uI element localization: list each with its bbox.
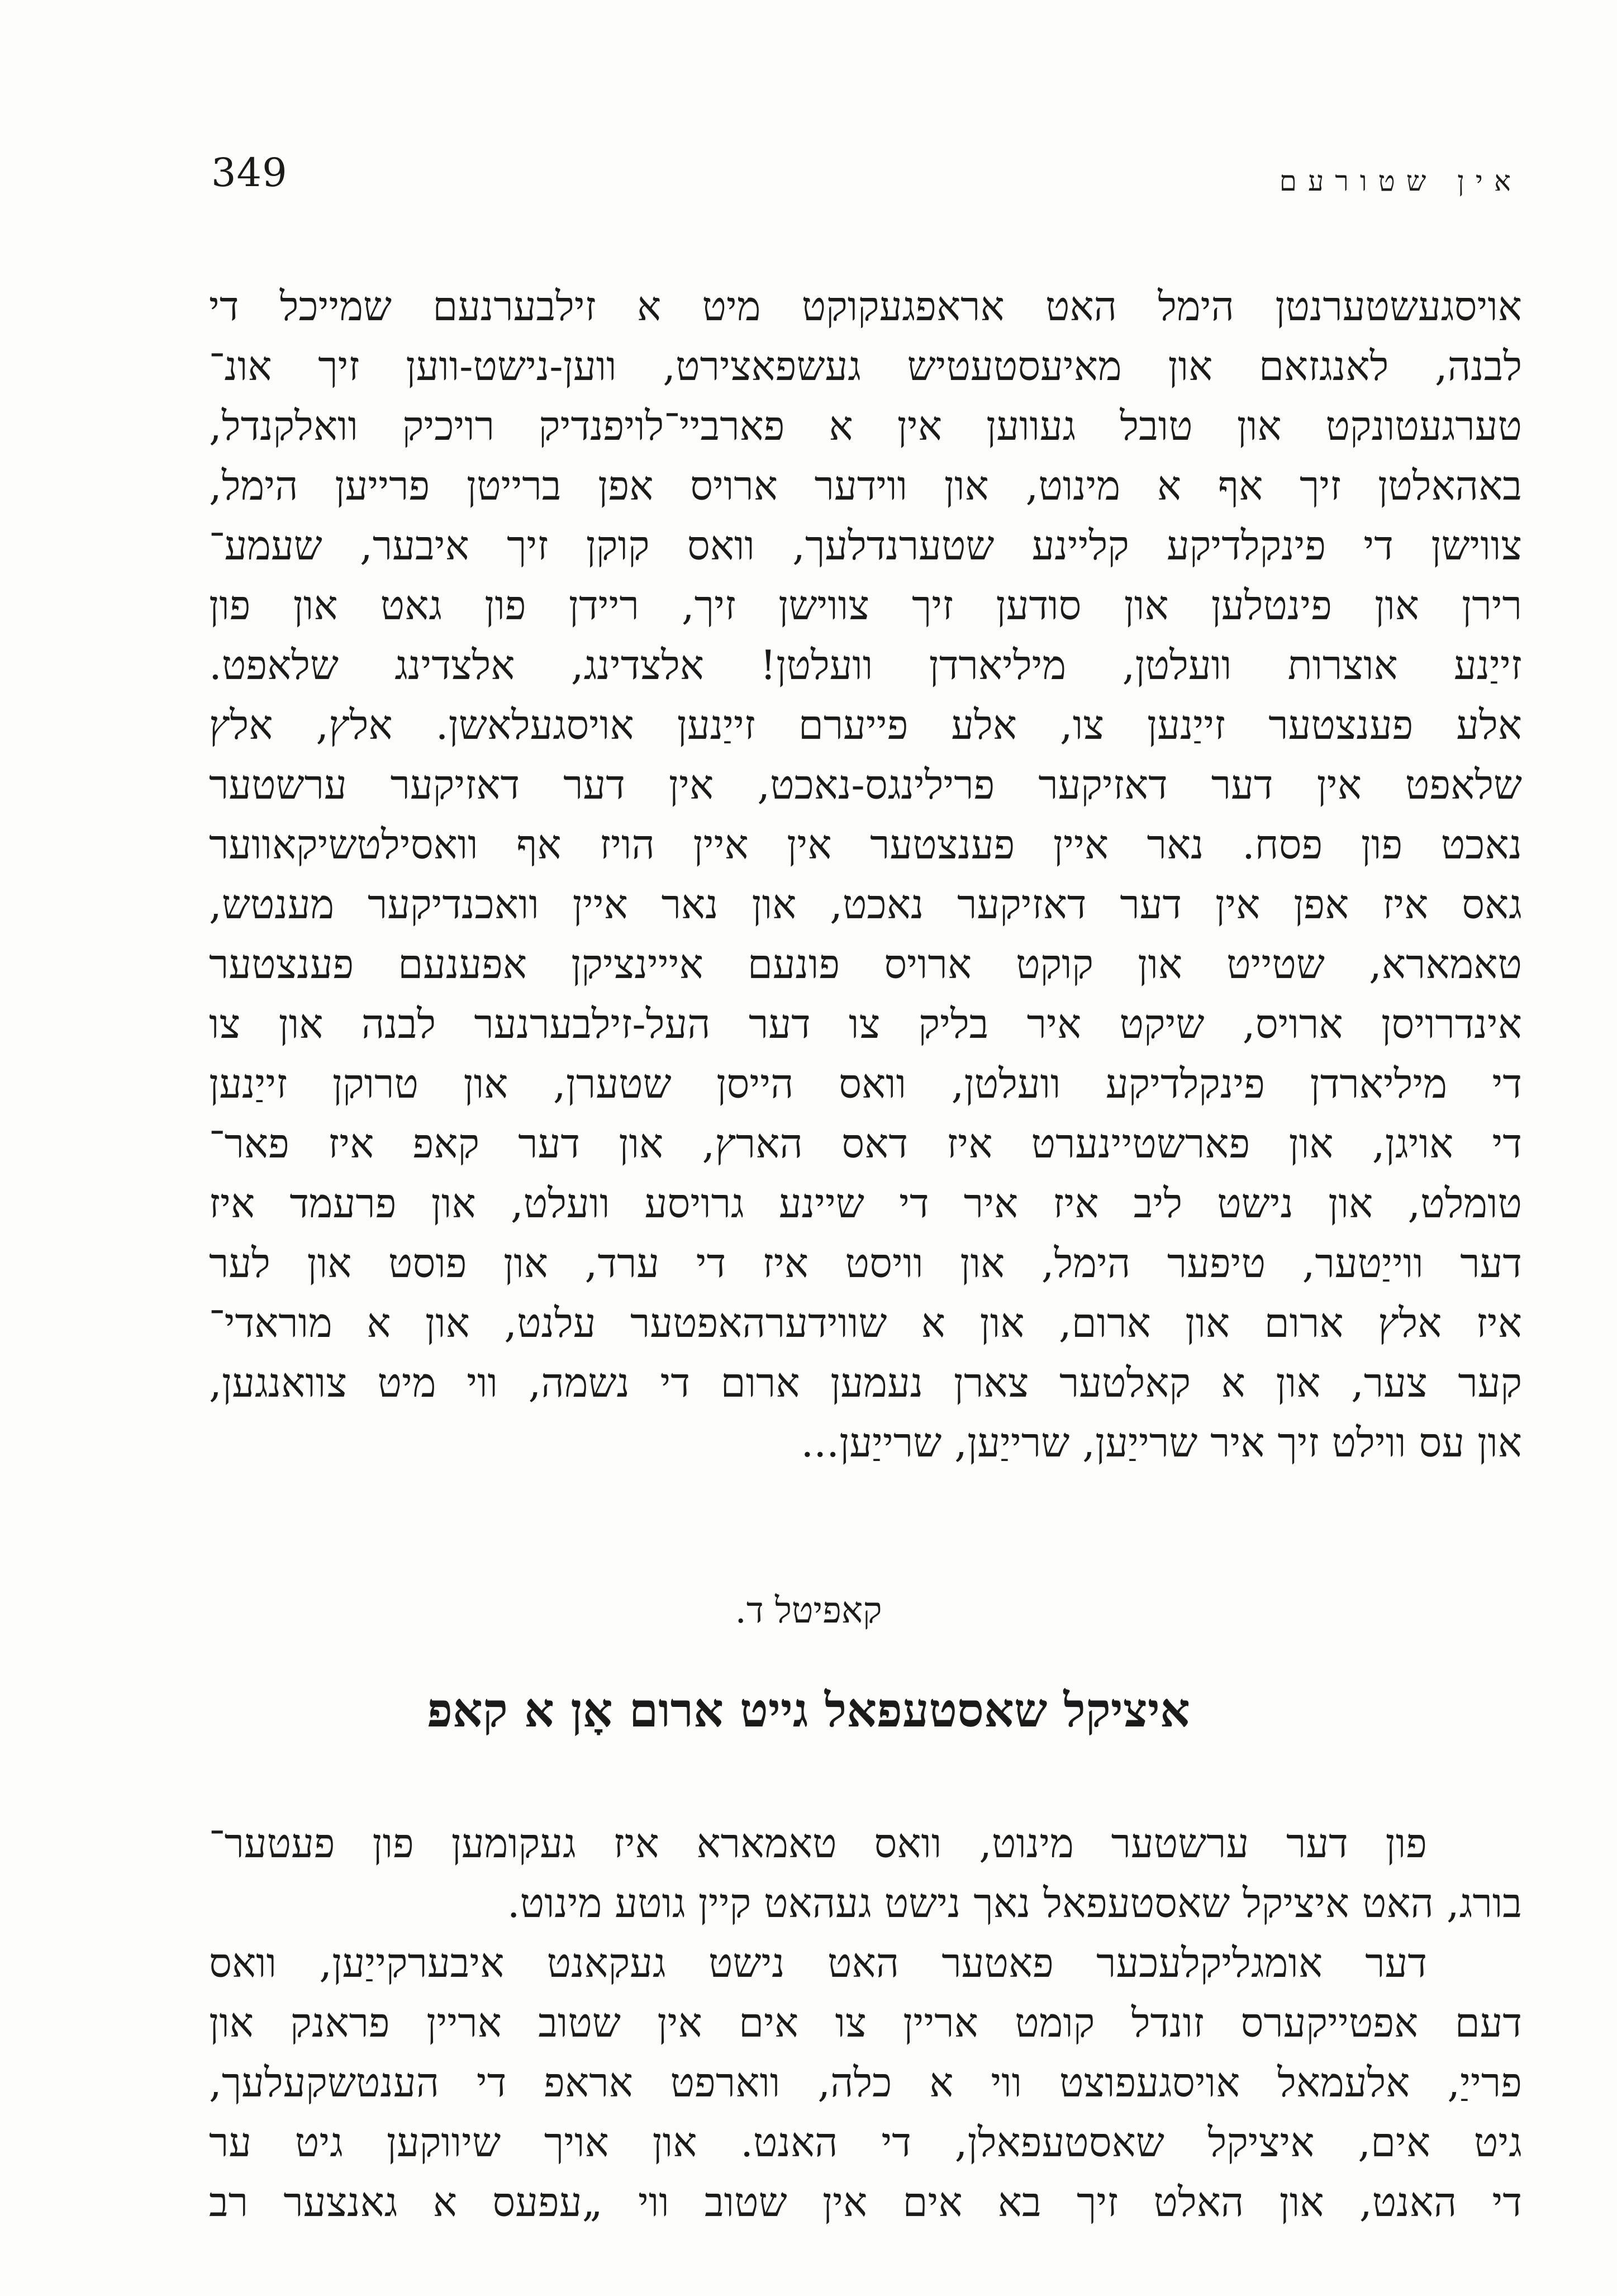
text-line: און עס ווילט זיך איר שרייַען, שרייַען, שרייַען... xyxy=(801,1419,1522,1466)
text-line: אויסגעשטערנטן הימל האט אראפגעקוקט מיט א זילבערנעם שמייכל די xyxy=(209,283,1522,330)
body-paragraph-group xyxy=(209,1814,1522,2232)
text-line: טאמארא, שטייט און קוקט ארויס פונעם אייינציקן אפענעם פענצטער xyxy=(209,941,1522,988)
text-line: טערגעטונקט און טובל געווען אין א פארביי־לויפנדיק רויכיק וואלקנדל, xyxy=(209,402,1522,449)
text-line: נאכט פון פסח. נאר איין פענצטער אין איין הויז אף וואסילטשיקאווער xyxy=(209,821,1522,868)
text-line: די האנט, און האלט זיך בא אים אין שטוב ווי „עפעס א גאנצער רב xyxy=(209,2179,1522,2226)
page-number: 349 xyxy=(211,150,288,196)
text-line: אינדרויסן ארויס, שיקט איר בליק צו דער העל-זילבערנער לבנה און צו xyxy=(209,1000,1522,1047)
text-line: דער אומגליקלעכער פאטער האט נישט געקאנט איבערקייַען, וואס xyxy=(209,1939,1427,1986)
running-head: אין שטורעם xyxy=(1279,165,1522,197)
body-paragraph xyxy=(209,277,1522,1473)
text-line: דעם אפטייקערס זונדל קומט אריין צו אים אין שטוב אריין פראנק און xyxy=(209,1999,1522,2046)
text-line: גאס איז אפן אין דער דאזיקער נאכט, און נאר איין וואכנדיקער מענטש, xyxy=(209,881,1522,928)
text-line: איז אלץ ארום און ארום, און א שווידערהאפטער עלנט, און א מוראדי־ xyxy=(209,1299,1522,1346)
text-line: רירן און פינטלען און סודען זיך צווישן זיך, ריידן פון גאט און פון xyxy=(209,582,1522,629)
text-line: פרייַ, אלעמאל אויסגעפוצט ווי א כלה, ווארפט אראפ די הענטשקעלעך, xyxy=(209,2059,1522,2106)
text-line: קער צער, און א קאלטער צארן נעמען ארום די נשמה, ווי מיט צוואנגען, xyxy=(209,1359,1522,1406)
text-line: צווישן די פינקלדיקע קליינע שטערנדלעך, וואס קוקן זיך איבער, שעמע־ xyxy=(209,522,1522,569)
text-line: טומלט, און נישט ליב איז איר די שיינע גרויסע וועלט, און פרעמד איז xyxy=(209,1180,1522,1227)
text-line: לבנה, לאנגזאם און מאיעסטעטיש געשפאצירט, ווען-נישט-ווען זיך אונ־ xyxy=(209,343,1522,390)
text-line: דער ווייַטער, טיפער הימל, און וויסט איז די ערד, און פוסט און לער xyxy=(209,1240,1522,1287)
text-line: אלע פענצטער זייַנען צו, אלע פייערם זייַנען אויסגעלאשן. אלץ, אלץ xyxy=(209,701,1522,748)
chapter-label: קאפיטל ד. xyxy=(735,1590,882,1631)
chapter-title: איציקל שאסטעפאל גייט ארום אָן א קאפ xyxy=(427,1682,1190,1738)
text-line: פון דער ערשטער מינוט, וואס טאמארא איז געקומען פון פעטער־ xyxy=(209,1820,1427,1867)
text-line: די מיליארדן פינקלדיקע וועלטן, וואס הייסן שטערן, און טרוקן זייַנען xyxy=(209,1060,1522,1107)
text-line: גיט אים, איציקל שאסטעפאלן, די האנט. און אויך שיווקען גיט ער xyxy=(209,2119,1522,2166)
text-line: די אויגן, און פארשטיינערט איז דאס הארץ, און דער קאפ איז פאר־ xyxy=(209,1120,1522,1167)
text-line: בורג, האט איציקל שאסטעפאל נאך נישט געהאט קיין גוטע מינוט. xyxy=(507,1880,1522,1927)
text-line: שלאפט אין דער דאזיקער פרילינגס-נאכט, אין דער דאזיקער ערשטער xyxy=(209,761,1522,808)
text-line: באהאלטן זיך אף א מינוט, און ווידער ארויס אפן ברייטן פרייען הימל, xyxy=(209,462,1522,509)
text-line: זייַנע אוצרות וועלטן, מיליארדן וועלטן! אלצדינג, אלצדינג שלאפט. xyxy=(209,642,1522,689)
